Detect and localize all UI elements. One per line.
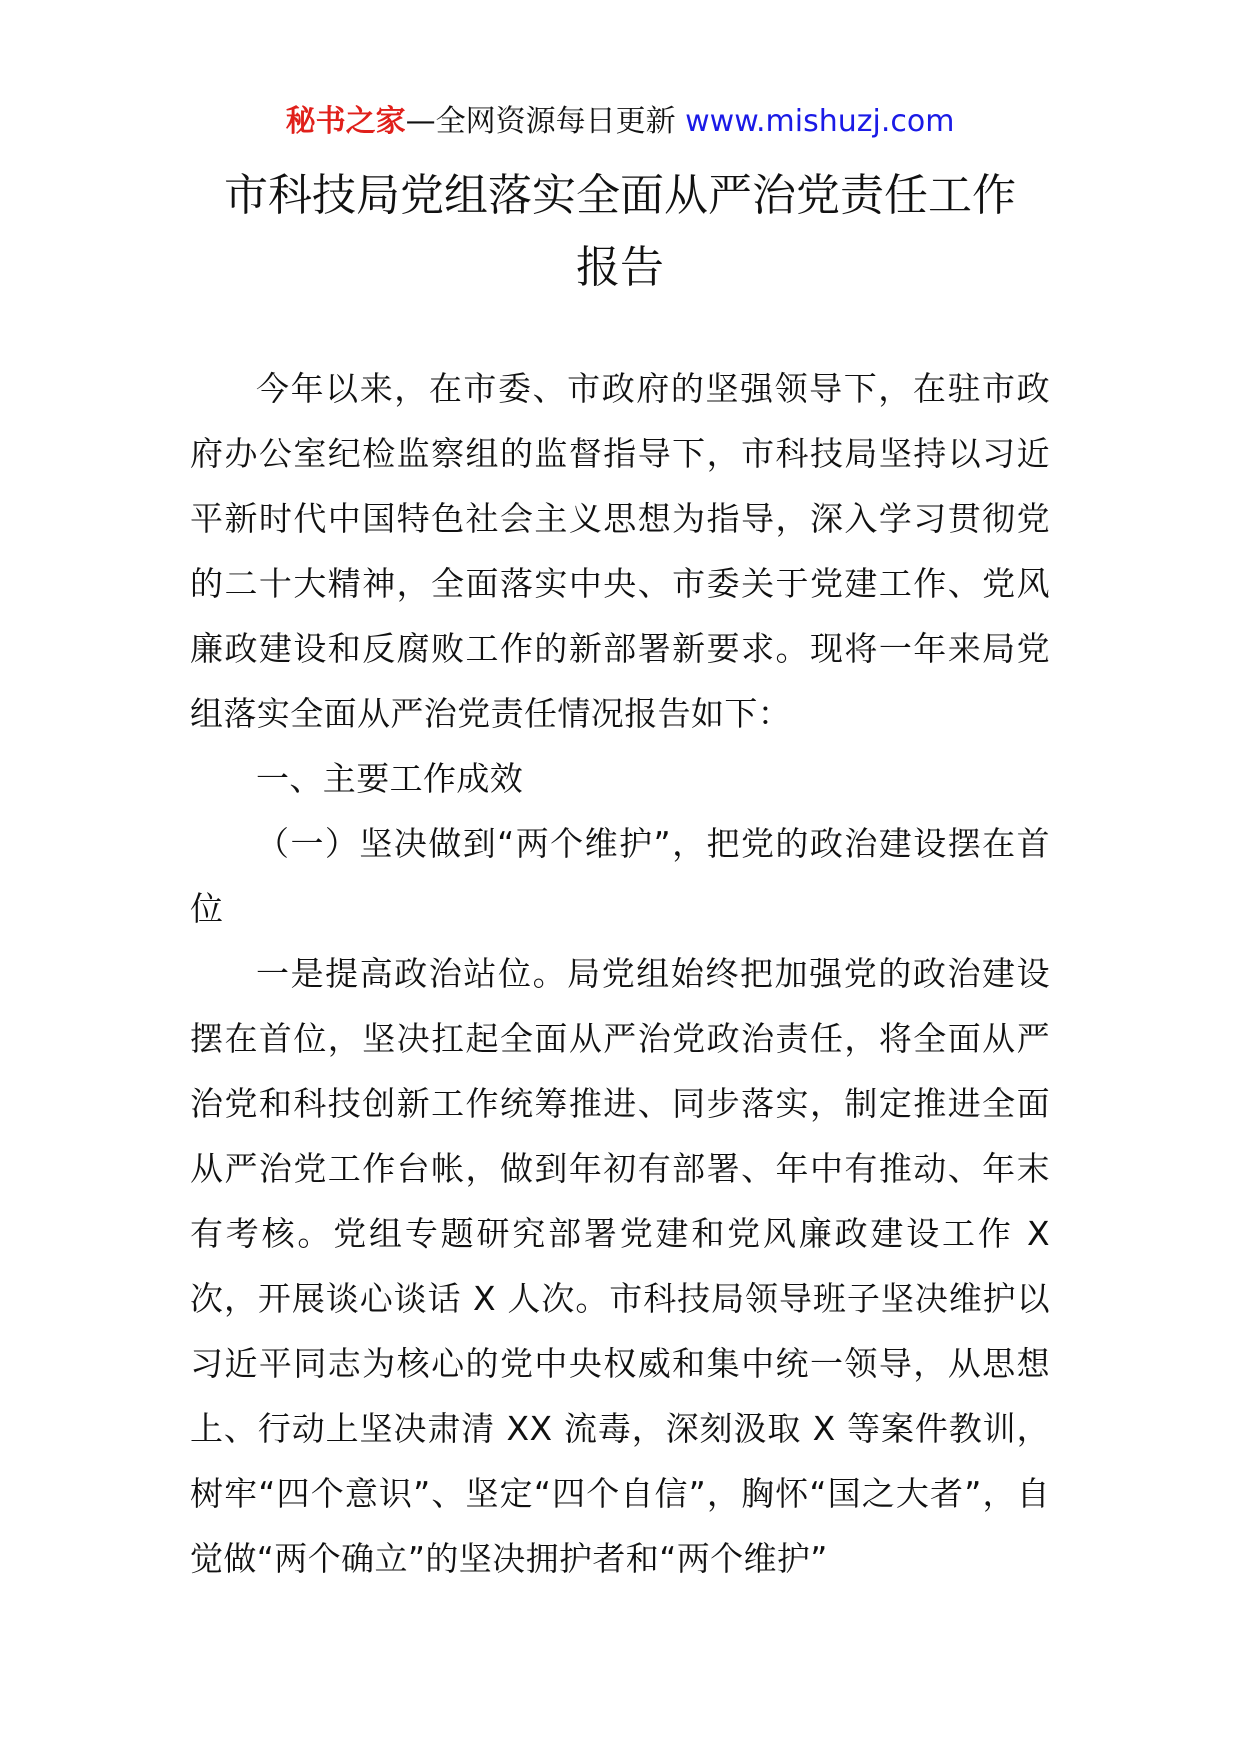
section-heading: 一、主要工作成效 — [256, 759, 524, 798]
site-brand: 秘书之家 — [285, 104, 406, 139]
document-body — [190, 356, 1050, 1591]
intro-paragraph: 今年以来，在市委、市政府的坚强领导下，在驻市政府办公室纪检监察组的监督指导下，市科技局坚持以习近平新时代中国特色社会主义思想为指导，深入学习贯彻党的二十大精神，全面落实中央、市委关于党建工作、党风廉政建设和反腐败工作的新部署新要求。现将一年来局党组落实全面从严治党责任情况报告如下： — [190, 369, 1050, 733]
title-line-2: 报告 — [576, 242, 664, 293]
subsection-heading: （一）坚决做到“两个维护”，把党的政治建设摆在首位 — [190, 824, 1050, 928]
site-tagline: —全网资源每日更新 — [405, 104, 676, 139]
site-url-link[interactable]: www.mishuzj.com — [685, 104, 955, 139]
header-banner — [0, 100, 1240, 144]
body-paragraph: 一是提高政治站位。局党组始终把加强党的政治建设摆在首位，坚决扛起全面从严治党政治责任，将全面从严治党和科技创新工作统筹推进、同步落实，制定推进全面从严治党工作台帐，做到年初有部署、年中有推动、年末有考核。党组专题研究部署党建和党风廉政建设工作 X 次，开展谈心谈话 X 人次。市科技局领导班子坚决维护以习近平同志为核心的党中央权威和集中统一领导，从思想上、行动上坚决肃清 XX 流毒，深刻汲取 X 等案件教训，树牢“四个意识”、坚定“四个自信”，胸怀“国之大者”，自觉做“两个确立”的坚决拥护者和“两个维护” — [190, 954, 1050, 1578]
document-title — [190, 160, 1050, 304]
title-line-1: 市科技局党组落实全面从严治党责任工作 — [224, 170, 1016, 221]
